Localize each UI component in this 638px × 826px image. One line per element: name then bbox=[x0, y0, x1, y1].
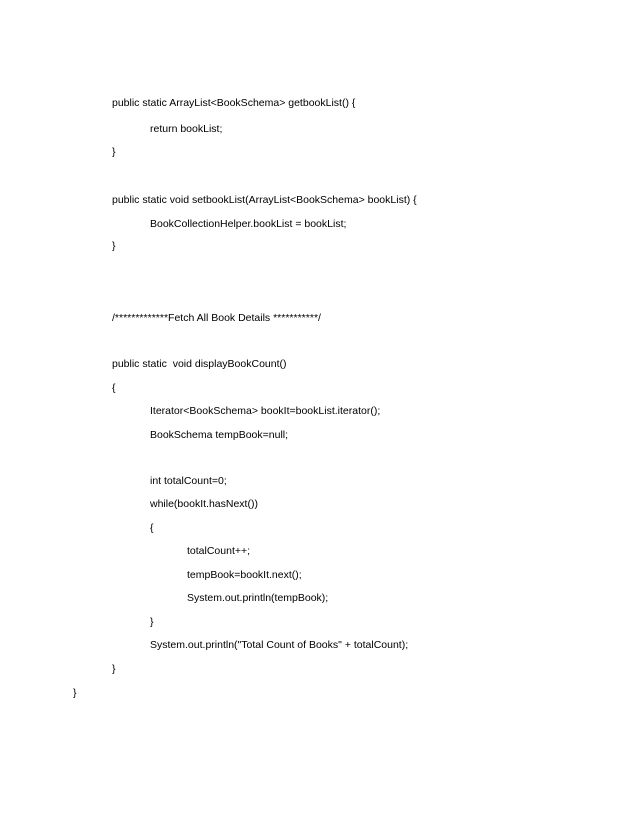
code-line-closing-brace: } bbox=[112, 663, 116, 675]
code-line-return-booklist: return bookList; bbox=[150, 123, 223, 135]
code-line-closing-brace: } bbox=[150, 616, 154, 628]
code-line-opening-brace: { bbox=[112, 382, 116, 394]
code-line-tempbook-declaration: BookSchema tempBook=null; bbox=[150, 429, 289, 441]
code-line-displaybookcount-signature: public static void displayBookCount() bbox=[112, 358, 287, 370]
code-line-println-total-count: System.out.println("Total Count of Books" + totalCount); bbox=[150, 639, 409, 651]
code-line-totalcount-declaration: int totalCount=0; bbox=[150, 475, 227, 487]
code-line-println-tempbook: System.out.println(tempBook); bbox=[187, 592, 329, 604]
code-line-setbooklist-signature: public static void setbookList(ArrayList<BookSchema> bookList) { bbox=[112, 194, 417, 206]
code-line-closing-brace: } bbox=[112, 240, 116, 252]
code-line-getbooklist-signature: public static ArrayList<BookSchema> getbookList() { bbox=[112, 97, 356, 109]
code-line-comment-fetch-details: /*************Fetch All Book Details ***********/ bbox=[112, 312, 321, 324]
code-line-while-loop: while(bookIt.hasNext()) bbox=[150, 498, 258, 510]
code-line-totalcount-increment: totalCount++; bbox=[187, 545, 251, 557]
code-line-class-closing-brace: } bbox=[73, 687, 77, 699]
code-line-opening-brace: { bbox=[150, 522, 154, 534]
code-line-iterator-declaration: Iterator<BookSchema> bookIt=bookList.iterator(); bbox=[150, 405, 381, 417]
code-line-closing-brace: } bbox=[112, 146, 116, 158]
code-line-tempbook-next: tempBook=bookIt.next(); bbox=[187, 569, 302, 581]
code-line-assign-booklist: BookCollectionHelper.bookList = bookList; bbox=[150, 218, 347, 230]
